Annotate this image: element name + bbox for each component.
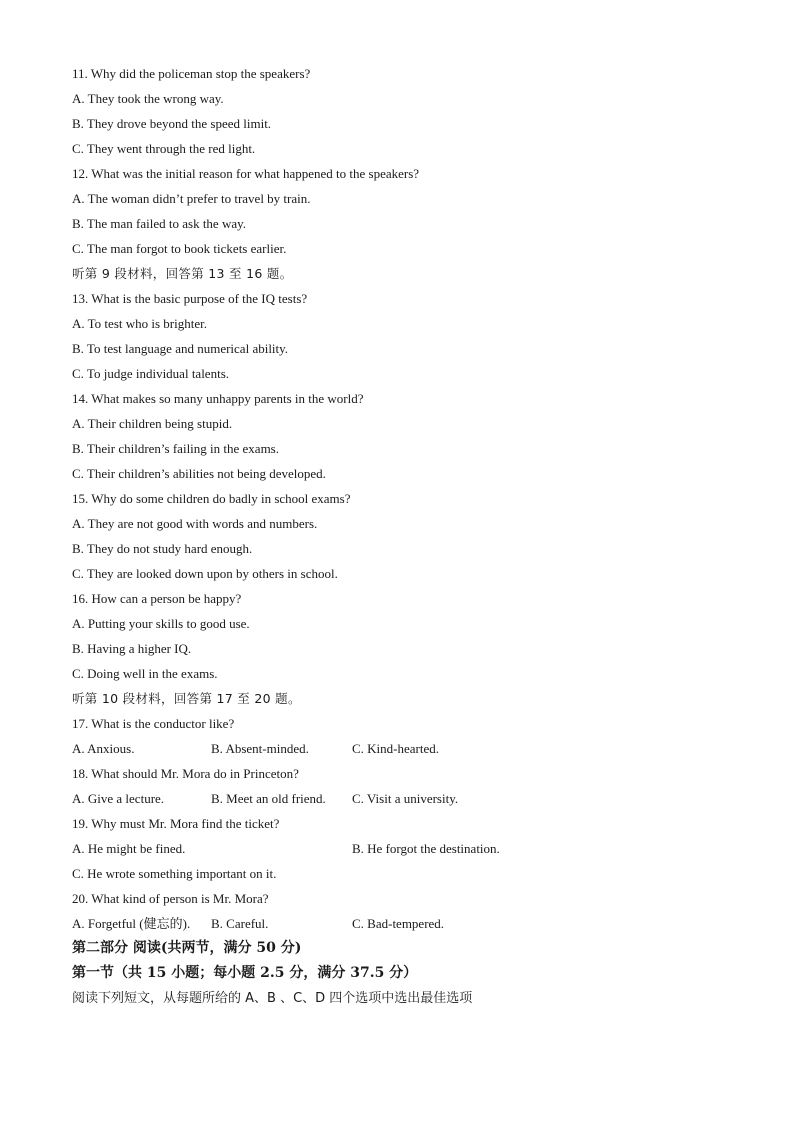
option-12-c: C. The man forgot to book tickets earlier. — [72, 241, 287, 256]
option-12-a: A. The woman didn’t prefer to travel by train. — [72, 191, 311, 206]
option-19-a: A. He might be fined. — [72, 841, 186, 856]
option-14-b: B. Their children’s failing in the exams. — [72, 441, 279, 456]
option-18-c: C. Visit a university. — [352, 791, 459, 806]
option-18-a: A. Give a lecture. — [72, 791, 165, 806]
option-19-c: C. He wrote something important on it. — [72, 866, 277, 881]
option-11-c: C. They went through the red light. — [72, 141, 256, 156]
options-17 — [72, 736, 752, 761]
option-16-a: A. Putting your skills to good use. — [72, 616, 250, 631]
option-17-a: A. Anxious. — [72, 741, 135, 756]
question-12: 12. What was the initial reason for what happened to the speakers? — [72, 166, 420, 181]
option-16-c: C. Doing well in the exams. — [72, 666, 218, 681]
listening-note-10: 听第 10 段材料，回答第 17 至 20 题。 — [72, 691, 301, 706]
option-13-c: C. To judge individual talents. — [72, 366, 230, 381]
option-20-c: C. Bad-tempered. — [352, 916, 445, 931]
options-18 — [72, 786, 752, 811]
question-14: 14. What makes so many unhappy parents in the world? — [72, 391, 364, 406]
options-19-ab — [72, 836, 752, 861]
option-18-b: B. Meet an old friend. — [211, 791, 326, 806]
option-13-b: B. To test language and numerical ability. — [72, 341, 289, 356]
option-14-c: C. Their children’s abilities not being developed. — [72, 466, 326, 481]
question-11: 11. Why did the policeman stop the speakers? — [72, 66, 311, 81]
option-12-b: B. The man failed to ask the way. — [72, 216, 247, 231]
options-20 — [72, 911, 752, 936]
listening-note-9: 听第 9 段材料，回答第 13 至 16 题。 — [72, 266, 293, 281]
option-17-c: C. Kind-hearted. — [352, 741, 440, 756]
exam-page — [72, 61, 752, 1011]
question-13: 13. What is the basic purpose of the IQ tests? — [72, 291, 308, 306]
option-15-c: C. They are looked down upon by others in school. — [72, 566, 338, 581]
reading-instruction: 阅读下列短文，从每题所给的 A、B 、C、D 四个选项中选出最佳选项 — [72, 991, 473, 1006]
option-15-a: A. They are not good with words and numbers. — [72, 516, 318, 531]
question-17: 17. What is the conductor like? — [72, 716, 235, 731]
option-14-a: A. Their children being stupid. — [72, 416, 233, 431]
option-16-b: B. Having a higher IQ. — [72, 641, 192, 656]
question-19: 19. Why must Mr. Mora find the ticket? — [72, 816, 280, 831]
option-13-a: A. To test who is brighter. — [72, 316, 207, 331]
question-18: 18. What should Mr. Mora do in Princeton? — [72, 766, 299, 781]
option-11-a: A. They took the wrong way. — [72, 91, 224, 106]
question-20: 20. What kind of person is Mr. Mora? — [72, 891, 269, 906]
option-11-b: B. They drove beyond the speed limit. — [72, 116, 272, 131]
option-15-b: B. They do not study hard enough. — [72, 541, 253, 556]
option-20-b: B. Careful. — [211, 916, 269, 931]
question-16: 16. How can a person be happy? — [72, 591, 242, 606]
option-19-b: B. He forgot the destination. — [352, 841, 500, 856]
question-15: 15. Why do some children do badly in school exams? — [72, 491, 351, 506]
option-17-b: B. Absent-minded. — [211, 741, 309, 756]
part2-heading: 第二部分 阅读(共两节，满分 50 分) — [72, 940, 302, 956]
section1-heading: 第一节（共 15 小题；每小题 2.5 分，满分 37.5 分） — [72, 965, 418, 981]
option-20-a: A. Forgetful (健忘的). — [72, 916, 191, 931]
